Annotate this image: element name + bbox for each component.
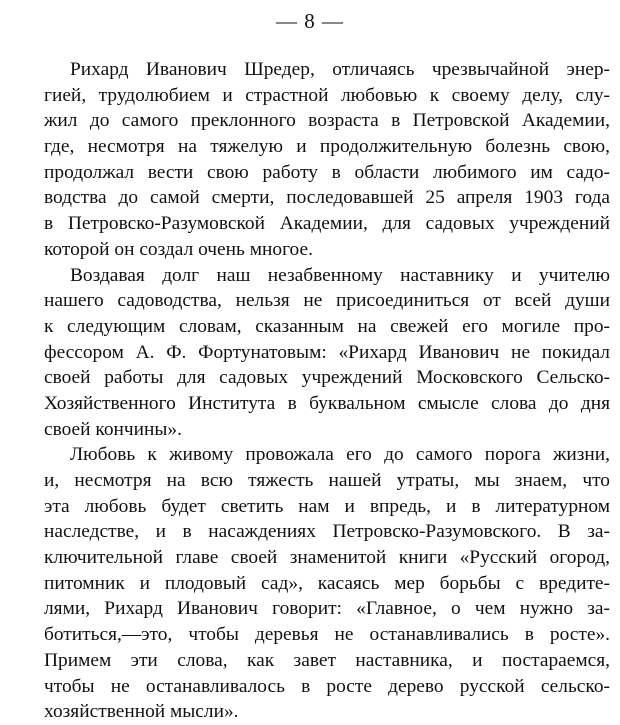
text-line: питомник и плодовый сад», касаясь мер борьбы с вредите- xyxy=(44,572,610,594)
text-line: хозяйственной мысли». xyxy=(44,701,239,723)
document-body xyxy=(44,57,610,725)
text-line: в Петровско-Разумовской Академии, для садовых учреждений xyxy=(44,213,610,235)
text-line: своей кончины». xyxy=(44,418,182,440)
text-line: которой он создал очень многое. xyxy=(44,238,313,260)
text-line: ботиться,—это, чтобы деревья не останавливались в росте». xyxy=(44,624,610,646)
page-number: — 8 — xyxy=(276,9,344,33)
text-line: эта любовь будет светить нам и впредь, и в литературном xyxy=(44,495,610,517)
text-line: и, несмотря на всю тяжесть нашей утраты, мы знаем, что xyxy=(44,470,610,491)
text-line: Примем эти слова, как завет наставника, и постараемся, xyxy=(44,649,610,671)
text-line: ключительной главе своей знаменитой книги «Русский огород, xyxy=(44,547,610,569)
text-line: жил до самого преклонного возраста в Петровской Академии, xyxy=(44,110,610,132)
text-line: к следующим словам, сказанным на свежей его могиле про- xyxy=(44,315,610,337)
text-line: Рихард Иванович Шредер, отличаясь чрезвычайной энер- xyxy=(70,59,610,80)
paragraph xyxy=(44,57,610,263)
text-line: гией, трудолюбием и страстной любовью к своему делу, слу- xyxy=(44,84,610,106)
paragraph xyxy=(44,442,610,725)
text-line: где, несмотря на тяжелую и продолжительную болезнь свою, xyxy=(44,136,610,158)
text-line: Воздавая долг наш незабвенному наставнику и учителю xyxy=(70,264,610,286)
text-line: Хозяйственного Института в буквальном смысле слова до дня xyxy=(44,392,610,414)
text-line: лями, Рихард Иванович говорит: «Главное, о чем нужно за- xyxy=(44,598,610,620)
text-line: нашего садоводства, нельзя не присоединиться от всей души xyxy=(44,290,610,312)
text-line: водства до самой смерти, последовавшей 25 апреля 1903 года xyxy=(44,187,610,209)
text-line: продолжал вести свою работу в области любимого им садо- xyxy=(44,161,610,183)
text-line: чтобы не останавливалось в росте дерево русской сельско- xyxy=(44,675,610,697)
text-line: наследстве, и в насаждениях Петровско-Разумовского. В за- xyxy=(44,521,610,543)
text-line: фессором А. Ф. Фортунатовым: «Рихард Иванович не покидал xyxy=(44,341,610,363)
paragraph xyxy=(44,263,610,443)
text-line: Любовь к живому провожала его до самого порога жизни, xyxy=(70,444,610,466)
text-line: своей работы для садовых учреждений Московского Сельско- xyxy=(44,367,610,389)
